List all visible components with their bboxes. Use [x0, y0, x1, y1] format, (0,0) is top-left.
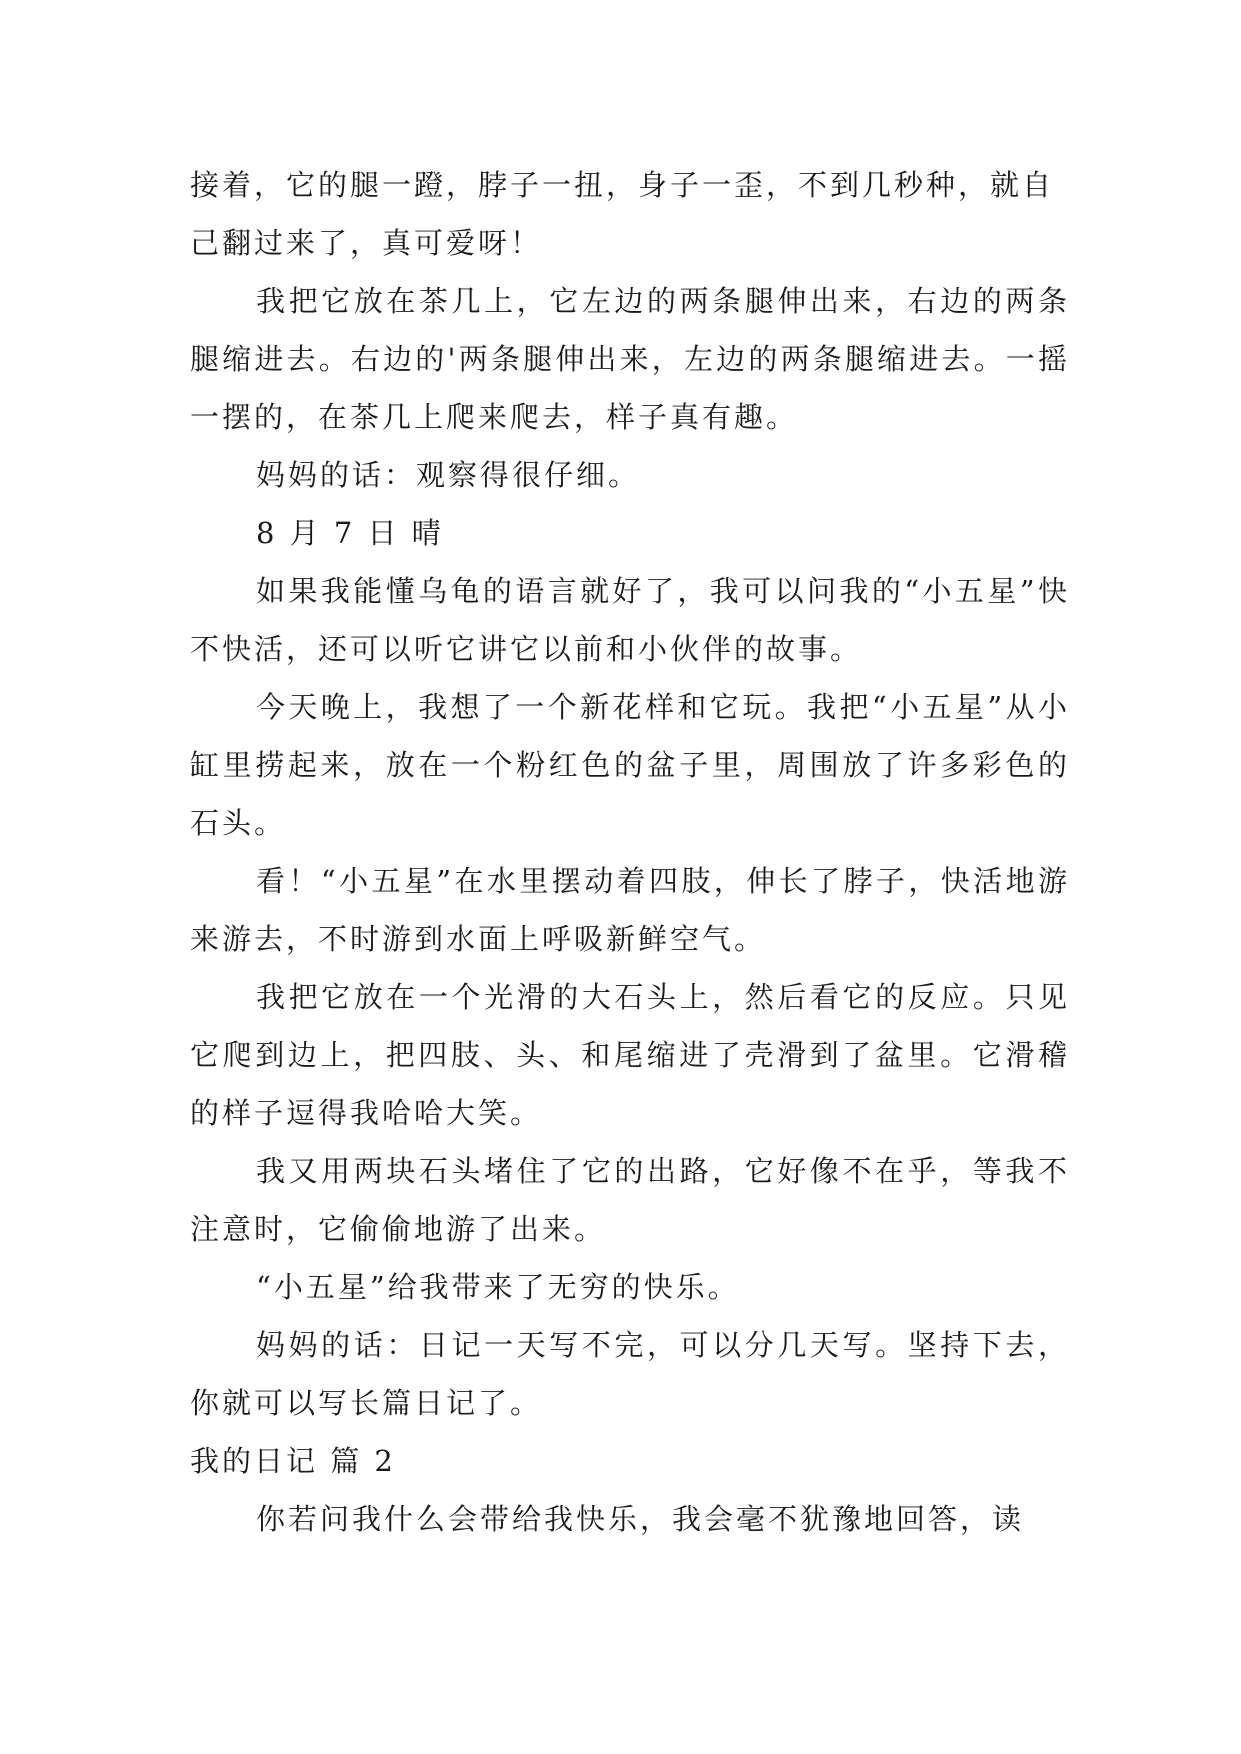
section-heading: 我的日记 篇 2: [190, 1444, 396, 1478]
continuation-paragraph: 接着，它的腿一蹬，脖子一扭，身子一歪，不到几秒种，就自己翻过来了，真可爱呀！: [190, 168, 1055, 260]
diary-date: 8 月 7 日 晴: [256, 516, 444, 550]
paragraph-tea-table: 我把它放在茶几上，它左边的两条腿伸出来，右边的两条腿缩进去。右边的'两条腿伸出来，左边的两条腿缩进去。一摇一摆的，在茶几上爬来爬去，样子真有趣。: [190, 284, 1070, 434]
paragraph-blocked-path: 我又用两块石头堵住了它的出路，它好像不在乎，等我不注意时，它偷偷地游了出来。: [190, 1154, 1070, 1246]
paragraph-joy: “小五星”给我带来了无穷的快乐。: [256, 1270, 740, 1304]
paragraph-big-stone: 我把它放在一个光滑的大石头上，然后看它的反应。只见它爬到边上，把四肢、头、和尾缩进了壳滑到了盆里。它滑稽的样子逗得我哈哈大笑。: [190, 980, 1070, 1130]
document-body: [190, 156, 1070, 1548]
paragraph-mom-comment-1: 妈妈的话：观察得很仔细。: [256, 458, 641, 492]
paragraph-reading-joy: 你若问我什么会带给我快乐，我会毫不犹豫地回答，读: [256, 1502, 1025, 1536]
paragraph-new-game: 今天晚上，我想了一个新花样和它玩。我把“小五星”从小缸里捞起来，放在一个粉红色的盆子里，周围放了许多彩色的石头。: [190, 690, 1070, 840]
paragraph-turtle-language: 如果我能懂乌龟的语言就好了，我可以问我的“小五星”快不快活，还可以听它讲它以前和小伙伴的故事。: [190, 574, 1070, 666]
paragraph-swimming: 看！“小五星”在水里摆动着四肢，伸长了脖子，快活地游来游去，不时游到水面上呼吸新鲜空气。: [190, 864, 1070, 956]
paragraph-mom-comment-2: 妈妈的话：日记一天写不完，可以分几天写。坚持下去，你就可以写长篇日记了。: [190, 1328, 1070, 1420]
